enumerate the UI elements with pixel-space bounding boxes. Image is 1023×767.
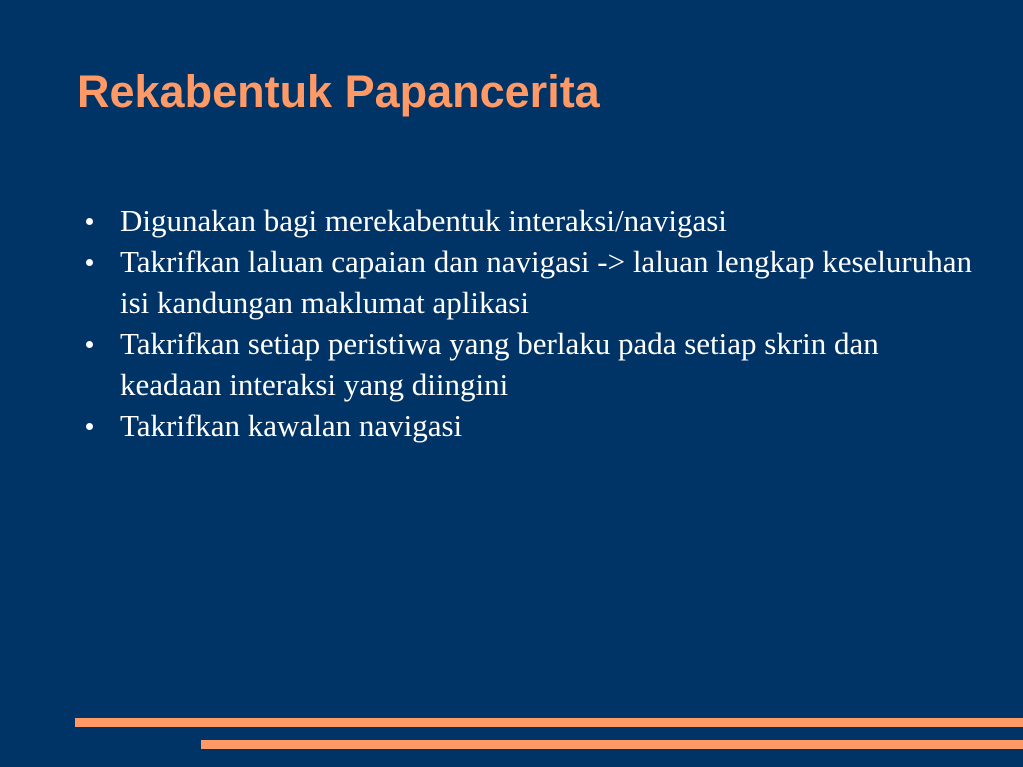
slide-title: Rekabentuk Papancerita xyxy=(77,66,600,117)
bullet-item xyxy=(86,200,986,241)
decorative-bar-top xyxy=(75,718,1023,727)
bullet-text: Takrifkan kawalan navigasi xyxy=(120,408,463,443)
bullet-item xyxy=(86,241,986,323)
decorative-bar-bottom xyxy=(201,740,1023,749)
bullet-text: Takrifkan laluan capaian dan navigasi -> laluan lengkap keseluruhan isi kandungan maklumat aplikasi xyxy=(120,244,972,320)
bullet-dot-icon xyxy=(86,218,93,225)
bullet-item xyxy=(86,323,986,405)
bullet-item xyxy=(86,405,986,446)
bullet-text: Digunakan bagi merekabentuk interaksi/navigasi xyxy=(120,203,727,238)
bullet-dot-icon xyxy=(86,259,93,266)
bullet-dot-icon xyxy=(86,423,93,430)
bullet-text: Takrifkan setiap peristiwa yang berlaku pada setiap skrin dan keadaan interaksi yang diingini xyxy=(120,326,879,402)
bullet-list xyxy=(86,200,986,446)
bullet-dot-icon xyxy=(86,341,93,348)
